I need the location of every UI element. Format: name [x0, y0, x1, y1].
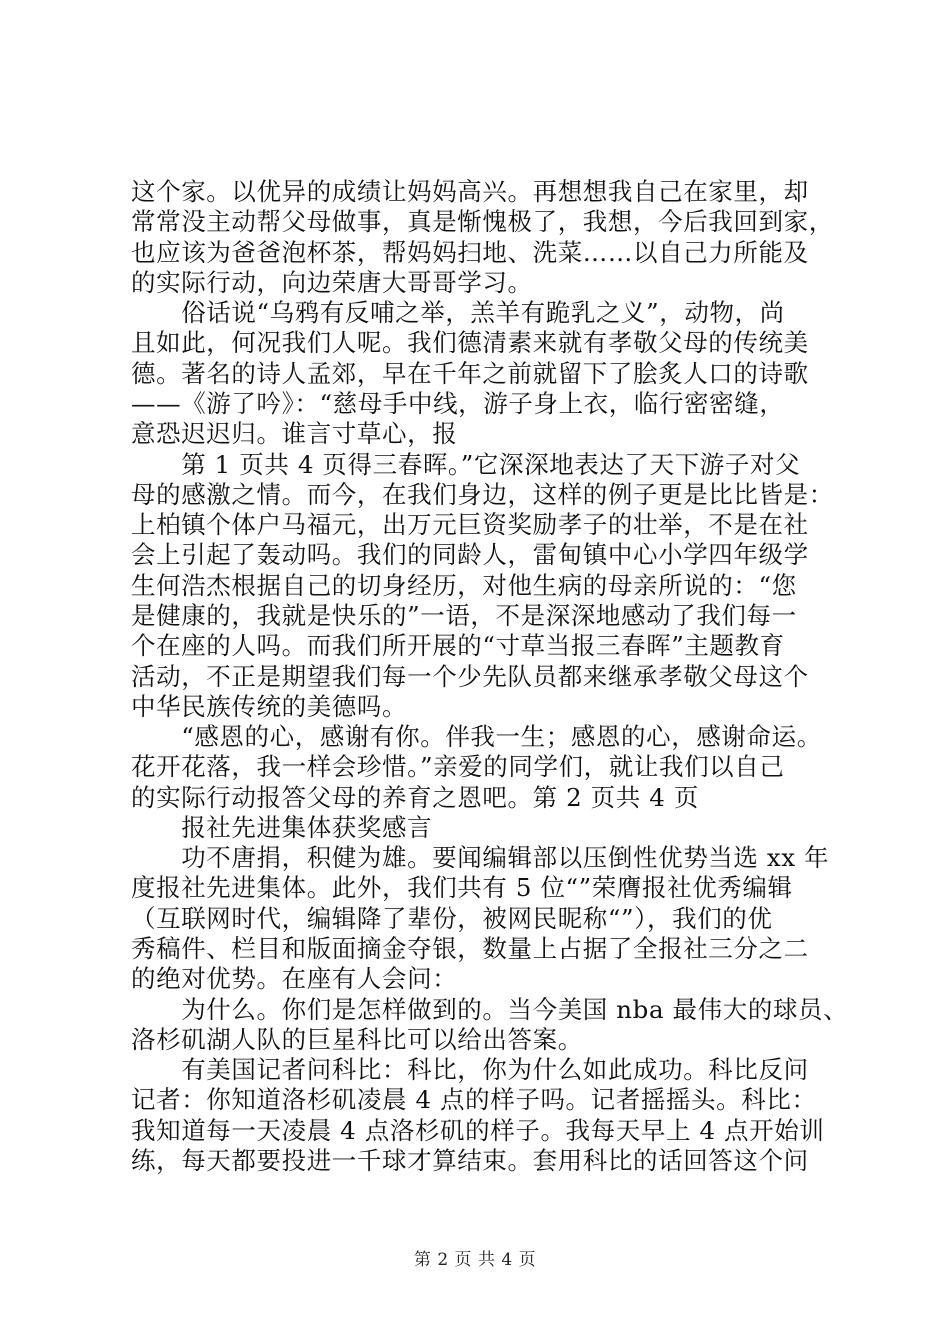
text-line: 中华民族传统的美德吗。: [131, 692, 408, 721]
text-line: 为什么。你们是怎样做到的。当今美国 nba 最伟大的球员、: [131, 995, 849, 1024]
text-line: 有美国记者问科比：科比，你为什么如此成功。科比反问: [131, 1055, 809, 1084]
text-line: 度报社先进集体。此外，我们共有 5 位“”荣膺报社优秀编辑: [131, 873, 793, 902]
text-line: 个在座的人吗。而我们所开展的“寸草当报三春晖”主题教育: [131, 631, 785, 660]
text-line: （互联网时代，编辑降了辈份，被网民昵称“”），我们的优: [131, 904, 773, 933]
text-line: 是健康的，我就是快乐的”一语，不是深深地感动了我们每一: [131, 601, 797, 630]
text-line: 德。著名的诗人孟郊，早在千年之前就留下了脍炙人口的诗歌: [131, 359, 809, 388]
text-line: 洛杉矶湖人队的巨星科比可以给出答案。: [131, 1025, 583, 1054]
text-line: 这个家。以优异的成绩让妈妈高兴。再想想我自己在家里，却: [131, 177, 809, 206]
text-line: 意恐迟迟归。谁言寸草心，报: [131, 419, 458, 448]
page-footer: 第 2 页 共 4 页: [413, 1250, 537, 1270]
text-line: 生何浩杰根据自己的切身经历，对他生病的母亲所说的：“您: [131, 571, 797, 600]
text-line: 练，每天都要投进一千球才算结束。套用科比的话回答这个问: [131, 1146, 809, 1175]
text-line: 花开花落，我一样会珍惜。”亲爱的同学们，就让我们以自己: [131, 752, 785, 781]
text-line: 俗话说“乌鸦有反哺之举，羔羊有跪乳之义”，动物，尚: [131, 298, 785, 327]
text-line: 秀稿件、栏目和版面摘金夺银，数量上占据了全报社三分之二: [131, 934, 809, 963]
text-line: 会上引起了轰动吗。我们的同龄人，雷甸镇中心小学四年级学: [131, 540, 809, 569]
text-line: 且如此，何况我们人呢。我们德清素来就有孝敬父母的传统美: [131, 328, 809, 357]
text-line: 常常没主动帮父母做事，真是惭愧极了，我想，今后我回到家，: [131, 207, 834, 236]
text-line: 的实际行动，向边荣唐大哥哥学习。: [131, 268, 533, 297]
text-line: 记者：你知道洛杉矶凌晨 4 点的样子吗。记者摇摇头。科比：: [131, 1085, 817, 1114]
text-line: 的绝对优势。在座有人会问：: [131, 964, 458, 993]
text-line: 第 1 页共 4 页得三春晖。”它深深地表达了天下游子对父: [131, 450, 801, 479]
text-line: 上柏镇个体户马福元，出万元巨资奖励孝子的壮举，不是在社: [131, 510, 809, 539]
text-line: ——《游了吟》：“慈母手中线，游子身上衣，临行密密缝，: [131, 389, 785, 418]
text-line: 活动，不正是期望我们每一个少先队员都来继承孝敬父母这个: [131, 662, 809, 691]
text-line: 我知道每一天凌晨 4 点洛杉矶的样子。我每天早上 4 点开始训: [131, 1116, 825, 1145]
text-line: 的实际行动报答父母的养育之恩吧。第 2 页共 4 页: [131, 783, 699, 812]
text-line: 功不唐捐，积健为雄。要闻编辑部以压倒性优势当选 xx 年: [131, 843, 830, 872]
text-line: “感恩的心，感谢有你。伴我一生；感恩的心，感谢命运。: [131, 722, 822, 751]
section-heading: 报社先进集体获奖感言: [131, 813, 433, 842]
text-line: 母的感激之情。而今，在我们身边，这样的例子更是比比皆是：: [131, 480, 834, 509]
text-line: 也应该为爸爸泡杯茶，帮妈妈扫地、洗菜……以自己力所能及: [131, 238, 809, 267]
